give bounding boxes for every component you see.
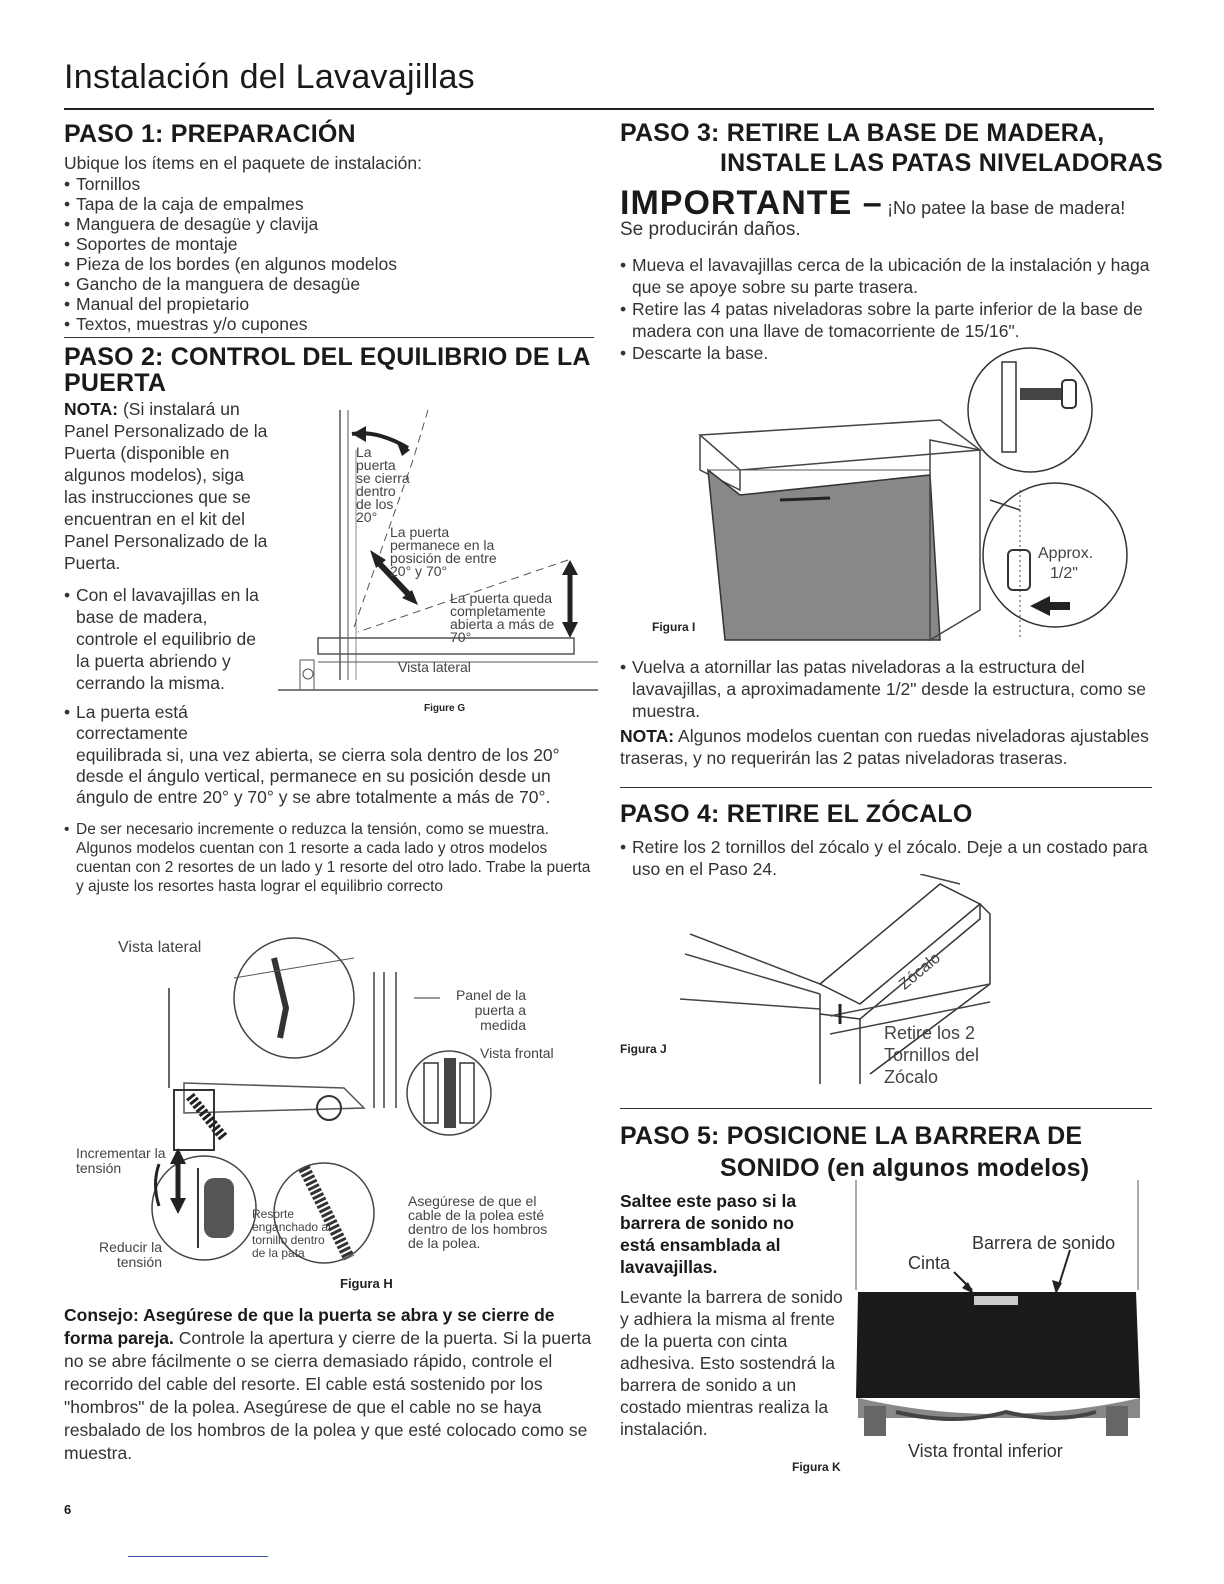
figure-k-label-barrier: Barrera de sonido [972, 1233, 1116, 1253]
section-divider [620, 1108, 1152, 1109]
list-item: • Con el lavavajillas en la base de madera, controle el equilibrio de la puerta abriendo y cerrando la misma. [64, 584, 269, 694]
figure-g-label-side: Vista lateral [398, 659, 471, 675]
figure-h-label-reduce: Reducir la tensión [98, 1239, 162, 1270]
paso2-bullet2b: equilibrada si, una vez abierta, se cierra sola dentro de los 20° desde el ángulo vertical, permanece en su posición desde un ángulo de entre 20° y 70° y se abre totalmente a más de 70°. [76, 745, 560, 807]
figure-k-caption: Figura K [792, 1460, 841, 1474]
list-item: • Vuelva a atornillar las patas niveladoras a la estructura del lavavajillas, a aproximadamente 1/2" desde la estructura, como se muestra. [620, 656, 1150, 722]
figure-h-label-increase: Incrementar la tensión [76, 1145, 166, 1176]
list-item: • Tapa de la caja de empalmes [64, 194, 594, 214]
list-item: • Manual del propietario [64, 294, 594, 314]
figure-g-label-open: La puerta queda completamente abierta a más de 70° [450, 590, 555, 645]
figure-g-label-stays: La puerta permanece en la posición de entre 20° y 70° [390, 524, 497, 579]
nota-label: NOTA: [620, 726, 675, 746]
figure-j-label-zocalo: Zócalo [896, 949, 944, 994]
important-text2: Se producirán daños. [620, 219, 801, 240]
paso3-nota [620, 725, 1150, 769]
section-divider [64, 337, 594, 338]
paso5-heading-line1: PASO 5: POSICIONE LA BARRERA DE [620, 1122, 1083, 1150]
figure-h [74, 928, 594, 1294]
tip-bold: Consejo: Asegúrese de que la puerta se abra y se cierre de forma pareja. [64, 1305, 555, 1348]
figure-i-drawing [680, 340, 1150, 650]
page-title: Instalación del Lavavajillas [64, 58, 475, 96]
figure-j-caption: Figura J [620, 1042, 667, 1056]
list-item: • Gancho de la manguera de desagüe [64, 274, 594, 294]
paso5-text: Levante la barrera de sonido y adhiera la misma al frente de la puerta con cinta adhesiva. Esto sostendrá la barrera de sonido a un costado mientras realiza la instalación. [620, 1287, 843, 1439]
paso2-bullet2a [64, 702, 269, 744]
figure-i-caption: Figura I [652, 620, 696, 634]
tip-text: Controle la apertura y cierre de la puerta. Si la puerta no se abre fácilmente o se cierra demasiado rápido, controle el recorrido del cable del resorte. El cable está sostenido por los "hombros" de la polea. Asegúrese de que el cable no se haya resbalado de los hombros de la polea y que esté colocado como se muestra. [64, 1328, 592, 1463]
figure-j-drawing [620, 874, 1120, 1094]
list-item: • Retire las 4 patas niveladoras sobre la parte inferior de la base de madera con una llave de tomacorriente de 15/16". [620, 298, 1150, 342]
list-item: • Mueva el lavavajillas cerca de la ubicación de la instalación y haga que se apoye sobre su parte trasera. [620, 254, 1150, 298]
figure-i-label-half: 1/2" [1050, 565, 1078, 582]
figure-i [652, 340, 1150, 650]
paso3-heading [620, 118, 1163, 178]
figure-h-label-front: Vista frontal [480, 1045, 554, 1061]
figure-g-caption: Figure G [424, 703, 466, 714]
paso2-heading-line1: PASO 2: CONTROL DEL EQUILIBRIO DE LA [64, 343, 591, 371]
nota-text: (Si instalará un Panel Personalizado de la Puerta (disponible en algunos modelos), siga las instrucciones que se encuentran en el kit del Panel Personalizado de la Puerta. [64, 399, 268, 573]
paso5-skip: Saltee este paso si la barrera de sonido no está ensamblada al lavavajillas. [620, 1191, 797, 1277]
paso3-heading-line1: PASO 3: RETIRE LA BASE DE MADERA, [620, 119, 1105, 147]
paso1-intro: Ubique los ítems en el paquete de instalación: [64, 153, 423, 173]
figure-i-label-approx: Approx. [1038, 545, 1094, 562]
paso3-heading-line2: INSTALE LAS PATAS NIVELADORAS [720, 149, 1163, 177]
paso2-nota [64, 398, 269, 574]
paso5-heading [620, 1120, 1089, 1184]
figure-h-label-spring: Resorte enganchado al tornillo dentro de la pata [252, 1207, 331, 1260]
figure-g [278, 400, 598, 720]
list-item: • Retire los 2 tornillos del zócalo y el zócalo. Deje a un costado para uso en el Paso 24. [620, 836, 1150, 880]
figure-g-label-close: La puerta se cierra dentro de los 20° [356, 444, 410, 525]
figure-h-label-side: Vista lateral [118, 939, 202, 956]
figure-h-label-panel: Panel de la puerta a medida [455, 987, 526, 1033]
list-item: • Pieza de los bordes (en algunos modelos [64, 254, 594, 274]
paso2-bullet3 [64, 820, 594, 896]
paso1-heading: PASO 1: PREPARACIÓN [64, 120, 356, 148]
figure-h-label-cable: Asegúrese de que el cable de la polea esté dentro de los hombros de la polea. [408, 1193, 548, 1251]
list-item: • Textos, muestras y/o cupones [64, 314, 594, 334]
list-item: • Soportes de montaje [64, 234, 594, 254]
title-divider [64, 108, 1154, 110]
paso1-list [64, 174, 594, 334]
page-number: 6 [64, 1502, 72, 1517]
list-item: • Descarte la base. [620, 342, 1150, 364]
paso3-bullet-after [620, 656, 1150, 722]
footnote-rule [128, 1556, 268, 1557]
figure-k-drawing [776, 1180, 1154, 1480]
nota-label: NOTA: [64, 399, 119, 419]
figure-k [776, 1180, 1154, 1480]
paso2-heading-line2: PUERTA [64, 369, 167, 397]
list-item: • Tornillos [64, 174, 594, 194]
paso5-heading-line2: SONIDO (en algunos modelos) [720, 1154, 1090, 1182]
figure-k-label-tape: Cinta [908, 1253, 951, 1273]
figure-k-label-front: Vista frontal inferior [908, 1441, 1063, 1461]
nota-text: Algunos modelos cuentan con ruedas niveladoras ajustables traseras, y no requerirán las 2 patas niveladoras traseras. [620, 726, 1149, 768]
paso4-heading: PASO 4: RETIRE EL ZÓCALO [620, 800, 973, 828]
paso2-tip [64, 1304, 594, 1465]
paso2-heading [64, 344, 591, 396]
section-divider [620, 787, 1152, 788]
paso2-bullet1 [64, 584, 269, 694]
important-text: ¡No patee la base de madera! [887, 198, 1126, 218]
important-word: IMPORTANTE – [620, 184, 883, 222]
figure-j [620, 874, 1120, 1094]
figure-h-caption: Figura H [340, 1276, 393, 1291]
list-item: • Manguera de desagüe y clavija [64, 214, 594, 234]
paso3-important [620, 184, 1160, 223]
list-item: • De ser necesario incremente o reduzca la tensión, como se muestra. Algunos modelos cuentan con 1 resorte a cada lado y otros modelos cuentan con 2 resortes de un lado y 1 resorte del otro lado. Trabe la puerta y ajuste los resortes hasta lograr el equilibrio correcto [64, 820, 594, 896]
figure-j-label-retire: Retire los 2 Tornillos del Zócalo [884, 1023, 980, 1087]
list-item: • La puerta está correctamente [64, 702, 269, 744]
